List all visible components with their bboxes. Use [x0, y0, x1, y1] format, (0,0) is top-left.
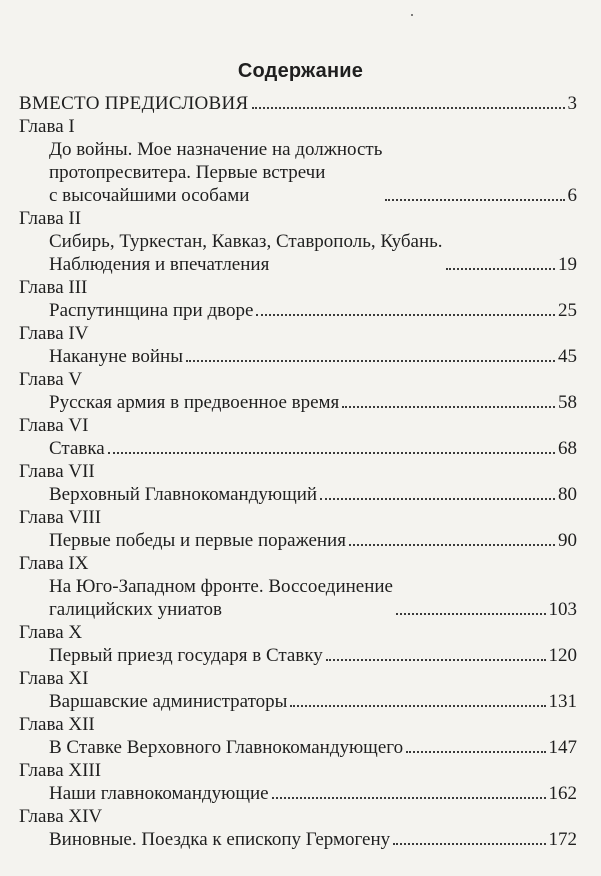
chapter-label: Глава XIV [19, 806, 103, 827]
chapter-label: Глава XII [19, 714, 95, 735]
toc-entry-title: В Ставке Верховного Главнокомандующего [49, 737, 404, 758]
dot-leader [342, 406, 555, 408]
dot-leader [385, 199, 564, 201]
chapter-label: Глава VIII [19, 507, 102, 528]
chapter-label: Глава XI [19, 668, 89, 689]
toc-entry-page: 162 [548, 783, 577, 804]
toc-entry-title: Первый приезд государя в Ставку [49, 645, 323, 666]
toc-entry [19, 644, 577, 667]
toc-entry-title: Верховный Главнокомандующий [49, 484, 318, 505]
toc-entry-title: Варшавские администраторы [49, 691, 288, 712]
toc-entry-page: 120 [548, 645, 577, 666]
dot-leader [446, 268, 555, 270]
chapter-label: Глава V [19, 369, 83, 390]
toc-entry-page: 3 [567, 93, 577, 114]
dot-leader [272, 797, 546, 799]
chapter-label: Глава VI [19, 415, 89, 436]
toc-entry-title: Наши главнокомандующие [49, 783, 269, 804]
toc-entry-title: Накануне войны [49, 346, 183, 367]
toc-entry-page: 45 [558, 346, 577, 367]
chapter-label: Глава IV [19, 323, 89, 344]
dot-leader [349, 544, 555, 546]
toc-entry-page: 6 [567, 185, 577, 206]
toc-entry [19, 736, 577, 759]
toc-entry [19, 230, 577, 276]
chapter-label: Глава II [19, 208, 82, 229]
chapter-label: Глава VII [19, 461, 95, 482]
toc-entry [19, 828, 577, 851]
dot-leader [396, 613, 546, 615]
dot-leader [256, 314, 555, 316]
page-title: Содержание [237, 60, 364, 82]
toc-entry-title: Виновные. Поездка к епископу Гермогену [49, 829, 391, 850]
toc-entry-title: Русская армия в предвоенное время [49, 392, 340, 413]
toc-entry-title: Ставка [49, 438, 105, 459]
dot-leader [326, 659, 546, 661]
toc-entry [19, 299, 577, 322]
toc-entry [19, 437, 577, 460]
toc-entry [19, 529, 577, 552]
dot-leader [252, 107, 565, 109]
print-speck [411, 14, 413, 16]
chapter-label: Глава III [19, 277, 88, 298]
toc-entry [19, 483, 577, 506]
toc-entry-page: 90 [558, 530, 577, 551]
toc-entry-title: Первые победы и первые поражения [49, 530, 346, 551]
toc-entry-page: 131 [548, 691, 577, 712]
toc-entry-page: 172 [548, 829, 577, 850]
chapter-label: Глава I [19, 116, 75, 137]
toc-entry-page: 68 [558, 438, 577, 459]
toc-entry [19, 690, 577, 713]
toc-entry [19, 391, 577, 414]
toc-entry-page: 103 [548, 599, 577, 620]
toc-entry [19, 345, 577, 368]
chapter-label: Глава X [19, 622, 83, 643]
toc-entry-page: 19 [558, 254, 577, 275]
chapter-label: Глава IX [19, 553, 89, 574]
toc-entry-page: 80 [558, 484, 577, 505]
toc-entry [19, 782, 577, 805]
dot-leader [320, 498, 555, 500]
dot-leader [108, 452, 555, 454]
dot-leader [406, 751, 545, 753]
toc-entry-page: 147 [548, 737, 577, 758]
toc-entry [19, 138, 577, 207]
toc-entry-title: ВМЕСТО ПРЕДИСЛОВИЯ [19, 93, 249, 114]
toc-entry-page: 58 [558, 392, 577, 413]
dot-leader [290, 705, 545, 707]
toc-entry-title: Распутинщина при дворе [49, 300, 254, 321]
toc-entry [19, 575, 577, 621]
chapter-label: Глава XIII [19, 760, 102, 781]
table-of-contents [19, 92, 577, 851]
toc-entry-title: На Юго-Западном фронте. Воссоединение галицийских униатов [49, 576, 393, 620]
toc-entry-title: Сибирь, Туркестан, Кавказ, Ставрополь, Кубань. Наблюдения и впечатления [49, 231, 443, 275]
dot-leader [186, 360, 555, 362]
toc-entry-preface [19, 92, 577, 115]
toc-entry-title: До войны. Мое назначение на должность протопресвитера. Первые встречи с высочайшими особами [49, 139, 383, 206]
dot-leader [393, 843, 545, 845]
toc-entry-page: 25 [558, 300, 577, 321]
